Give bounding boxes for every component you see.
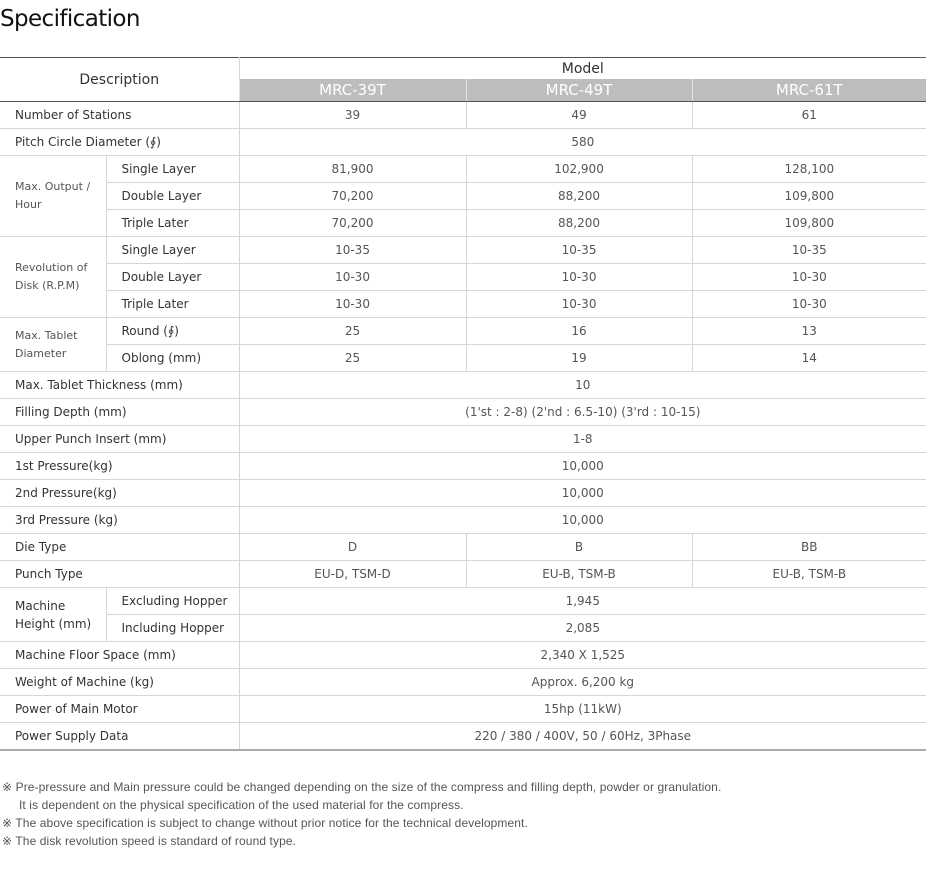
group-label: Max. Tablet Diameter [0, 318, 106, 372]
sub-label: Triple Later [106, 210, 239, 237]
cell-value: 19 [466, 345, 692, 372]
table-row [0, 561, 926, 588]
footnote: ※ The disk revolution speed is standard of round type. [2, 834, 297, 848]
table-row [0, 129, 926, 156]
footnote: It is dependent on the physical specification of the used material for the compress. [19, 798, 464, 812]
cell-value: 39 [239, 102, 466, 129]
table-row [0, 480, 926, 507]
cell-value: EU-D, TSM-D [239, 561, 466, 588]
row-label: Number of Stations [0, 102, 239, 129]
header-model: Model [239, 58, 926, 80]
cell-value: 10-30 [239, 264, 466, 291]
cell-value: 10,000 [239, 480, 926, 507]
sub-label: Single Layer [106, 156, 239, 183]
cell-value: 81,900 [239, 156, 466, 183]
header-row [0, 58, 926, 80]
cell-value: 2,085 [239, 615, 926, 642]
row-label: Pitch Circle Diameter (∮) [0, 129, 239, 156]
footnote: ※ Pre-pressure and Main pressure could be changed depending on the size of the compress and filling depth, powder or granulation. [2, 780, 722, 794]
cell-value: 102,900 [466, 156, 692, 183]
cell-value: 70,200 [239, 210, 466, 237]
row-label: Power Supply Data [0, 723, 239, 751]
table-row [0, 453, 926, 480]
model-name: MRC-39T [239, 79, 466, 102]
footnotes [2, 778, 721, 850]
cell-value: 10-30 [466, 264, 692, 291]
group-label: Max. Output / Hour [0, 156, 106, 237]
cell-value: 10-30 [692, 291, 926, 318]
table-row [0, 642, 926, 669]
cell-value: 10-35 [466, 237, 692, 264]
cell-value: 10,000 [239, 507, 926, 534]
cell-value: 10,000 [239, 453, 926, 480]
table-row [0, 399, 926, 426]
cell-value: 88,200 [466, 183, 692, 210]
cell-value: 16 [466, 318, 692, 345]
table-row [0, 426, 926, 453]
table-row [0, 237, 926, 264]
cell-value: 25 [239, 318, 466, 345]
cell-value: 25 [239, 345, 466, 372]
row-label: 3rd Pressure (kg) [0, 507, 239, 534]
table-row [0, 345, 926, 372]
row-label: Max. Tablet Thickness (mm) [0, 372, 239, 399]
row-label: Machine Floor Space (mm) [0, 642, 239, 669]
model-name: MRC-61T [692, 79, 926, 102]
cell-value: 88,200 [466, 210, 692, 237]
cell-value: 10-35 [692, 237, 926, 264]
cell-value: 2,340 X 1,525 [239, 642, 926, 669]
table-row [0, 588, 926, 615]
table-row [0, 669, 926, 696]
cell-value: 109,800 [692, 183, 926, 210]
table-row [0, 210, 926, 237]
table-row [0, 372, 926, 399]
cell-value: B [466, 534, 692, 561]
sub-label: Including Hopper [106, 615, 239, 642]
sub-label: Single Layer [106, 237, 239, 264]
sub-label: Double Layer [106, 264, 239, 291]
table-row [0, 264, 926, 291]
cell-value: 14 [692, 345, 926, 372]
table-row [0, 507, 926, 534]
cell-value: 10-30 [239, 291, 466, 318]
row-label: 2nd Pressure(kg) [0, 480, 239, 507]
group-label: Revolution of Disk (R.P.M) [0, 237, 106, 318]
cell-value: 10-35 [239, 237, 466, 264]
table-row [0, 615, 926, 642]
cell-value: 61 [692, 102, 926, 129]
cell-value: 10-30 [466, 291, 692, 318]
row-label: Weight of Machine (kg) [0, 669, 239, 696]
cell-value: 49 [466, 102, 692, 129]
table-row [0, 534, 926, 561]
footnote: ※ The above specification is subject to change without prior notice for the technical development. [2, 816, 528, 830]
cell-value: 1-8 [239, 426, 926, 453]
page-title: Specification [0, 6, 140, 32]
sub-label: Round (∮) [106, 318, 239, 345]
cell-value: 70,200 [239, 183, 466, 210]
group-label: Machine Height (mm) [0, 588, 106, 642]
cell-value: 109,800 [692, 210, 926, 237]
table-row [0, 291, 926, 318]
spec-table [0, 57, 926, 751]
cell-value: BB [692, 534, 926, 561]
row-label: Upper Punch Insert (mm) [0, 426, 239, 453]
sub-label: Excluding Hopper [106, 588, 239, 615]
cell-value: 15hp (11kW) [239, 696, 926, 723]
cell-value: 220 / 380 / 400V, 50 / 60Hz, 3Phase [239, 723, 926, 751]
cell-value: 10-30 [692, 264, 926, 291]
table-row [0, 696, 926, 723]
table-row [0, 183, 926, 210]
table-row [0, 102, 926, 129]
header-description: Description [0, 58, 239, 102]
sub-label: Double Layer [106, 183, 239, 210]
table-row [0, 156, 926, 183]
row-label: Punch Type [0, 561, 239, 588]
row-label: Filling Depth (mm) [0, 399, 239, 426]
table-row [0, 723, 926, 751]
cell-value: D [239, 534, 466, 561]
model-name: MRC-49T [466, 79, 692, 102]
cell-value: Approx. 6,200 kg [239, 669, 926, 696]
row-label: Die Type [0, 534, 239, 561]
row-label: 1st Pressure(kg) [0, 453, 239, 480]
cell-value: 128,100 [692, 156, 926, 183]
cell-value: 10 [239, 372, 926, 399]
cell-value: 580 [239, 129, 926, 156]
row-label: Power of Main Motor [0, 696, 239, 723]
sub-label: Triple Later [106, 291, 239, 318]
cell-value: 1,945 [239, 588, 926, 615]
sub-label: Oblong (mm) [106, 345, 239, 372]
cell-value: (1'st : 2-8) (2'nd : 6.5-10) (3'rd : 10-15) [239, 399, 926, 426]
cell-value: 13 [692, 318, 926, 345]
cell-value: EU-B, TSM-B [692, 561, 926, 588]
table-row [0, 318, 926, 345]
cell-value: EU-B, TSM-B [466, 561, 692, 588]
